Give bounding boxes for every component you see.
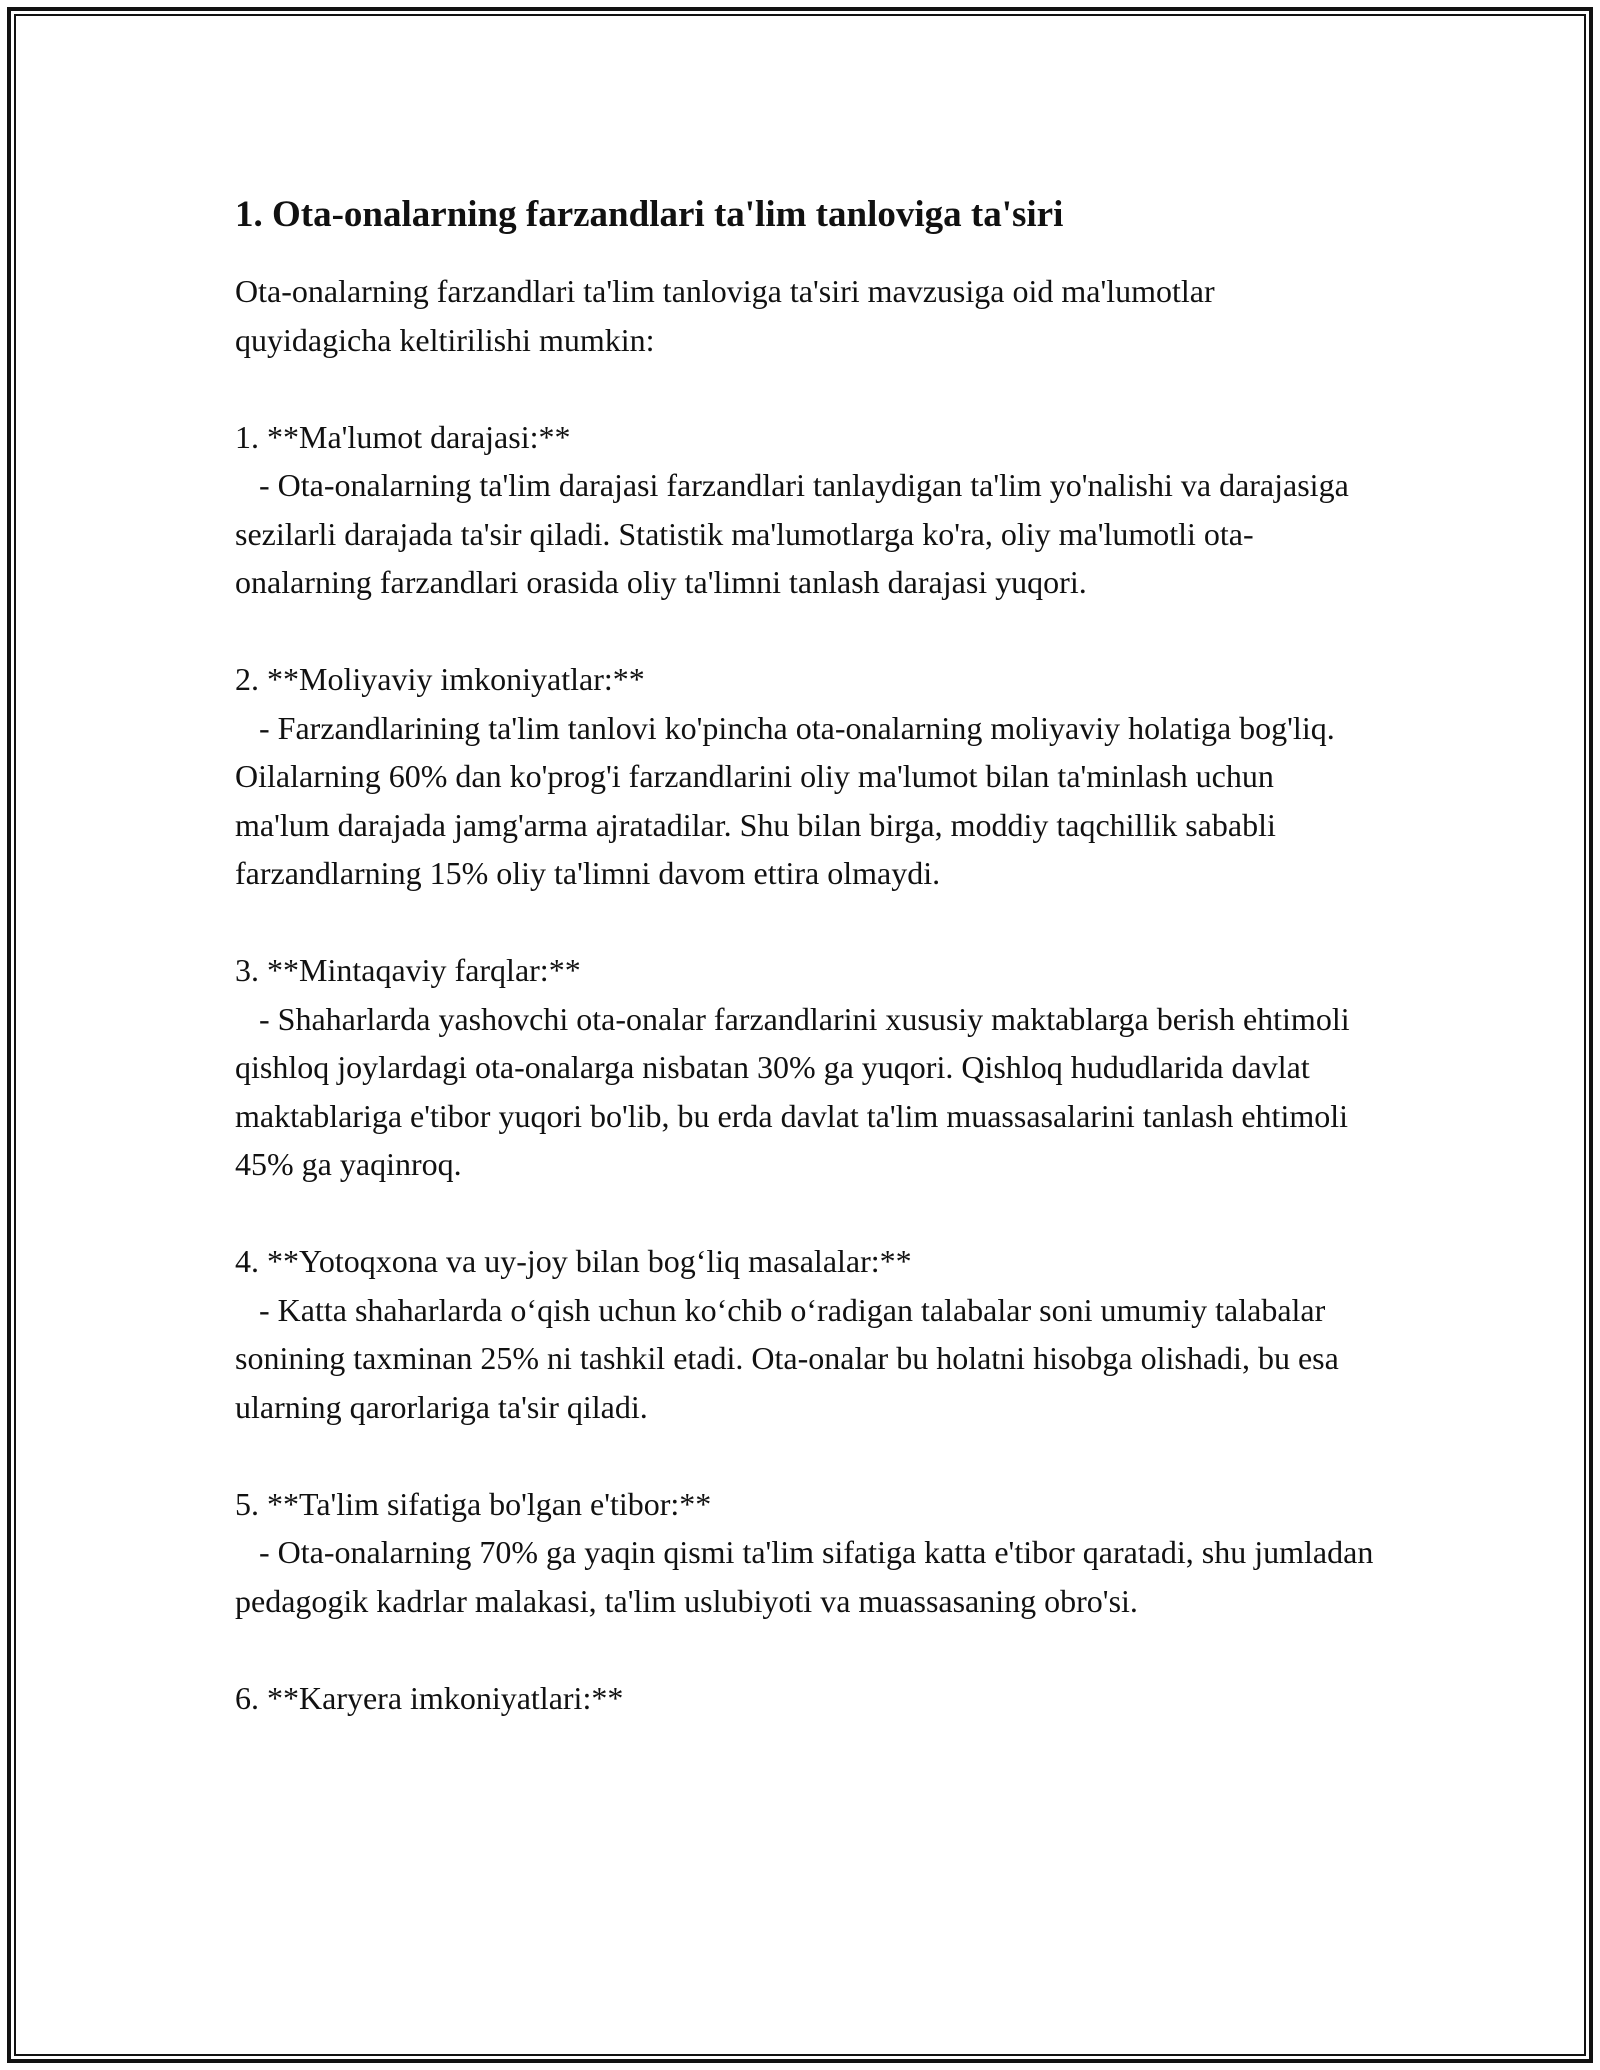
spacer bbox=[235, 1431, 1375, 1480]
item-body-5: - Ota-onalarning 70% ga yaqin qismi ta'lim sifatiga katta e'tibor qaratadi, shu jumladan pedagogik kadrlar malakasi, ta'lim uslubiyoti va muassasaning obro'si. bbox=[235, 1534, 1382, 1619]
spacer bbox=[235, 364, 1375, 413]
item-heading-3: 3. **Mintaqaviy farqlar:** bbox=[235, 952, 581, 988]
item-body-1: - Ota-onalarning ta'lim darajasi farzandlari tanlaydigan ta'lim yo'nalishi va darajasiga sezilarli darajada ta'sir qiladi. Statistik ma'lumotlarga ko'ra, oliy ma'lumotli ota-onalarning farzandlari orasida oliy ta'limni tanlash darajasi yuqori. bbox=[235, 467, 1357, 600]
spacer bbox=[235, 898, 1375, 947]
spacer bbox=[235, 1189, 1375, 1238]
item-body-2: - Farzandlarining ta'lim tanlovi ko'pincha ota-onalarning moliyaviy holatiga bog'liq. Oilalarning 60% dan ko'prog'i farzandlarini oliy ma'lumot bilan ta'minlash uchun ma'lum darajada jamg'arma ajratadilar. Shu bilan birga, moddiy taqchillik sababli farzandlarning 15% oliy ta'limni davom ettira olmaydi. bbox=[235, 709, 1343, 891]
item-body-3: - Shaharlarda yashovchi ota-onalar farzandlarini xususiy maktablarga berish ehtimoli qishloq joylardagi ota-onalarga nisbatan 30% ga yuqori. Qishloq hududlarida davlat maktablariga e'tibor yuqori bo'lib, bu erda davlat ta'lim muassasalarini tanlash ehtimoli 45% ga yaqinroq. bbox=[235, 1000, 1358, 1182]
document-body bbox=[235, 187, 1382, 1722]
intro-paragraph: Ota-onalarning farzandlari ta'lim tanloviga ta'siri mavzusiga oid ma'lumotlar quyidagicha keltirilishi mumkin: bbox=[235, 273, 1223, 358]
item-heading-2: 2. **Moliyaviy imkoniyatlar:** bbox=[235, 661, 645, 697]
spacer bbox=[235, 607, 1375, 656]
item-body-4: - Katta shaharlarda o‘qish uchun ko‘chib o‘radigan talabalar soni umumiy talabalar sonining taxminan 25% ni tashkil etadi. Ota-onalar bu holatni hisobga olishadi, bu esa ularning qarorlariga ta'sir qiladi. bbox=[235, 1291, 1347, 1425]
document-title: 1. Ota-onalarning farzandlari ta'lim tanloviga ta'siri bbox=[235, 194, 1064, 235]
spacer bbox=[235, 1625, 1375, 1674]
item-heading-1: 1. **Ma'lumot darajasi:** bbox=[235, 418, 571, 455]
item-heading-5: 5. **Ta'lim sifatiga bo'lgan e'tibor:** bbox=[235, 1485, 712, 1522]
item-heading-6: 6. **Karyera imkoniyatlari:** bbox=[235, 1679, 624, 1716]
item-heading-4: 4. **Yotoqxona va uy-joy bilan bog‘liq masalalar:** bbox=[235, 1243, 912, 1279]
